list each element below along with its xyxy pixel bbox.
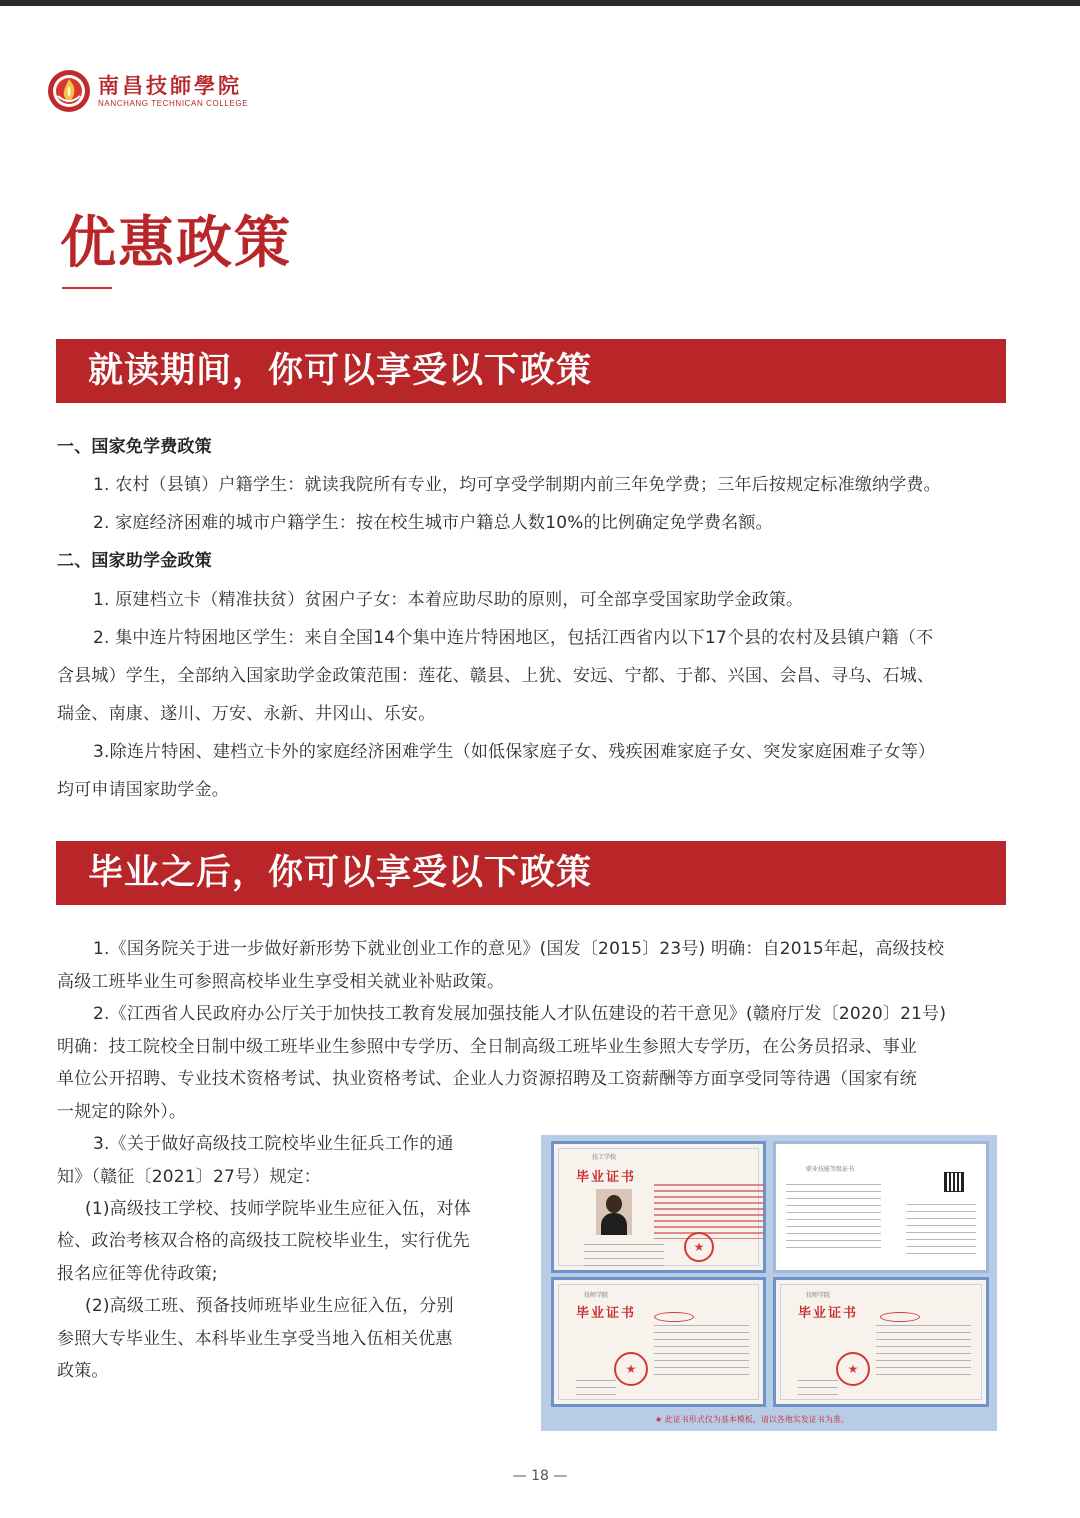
certificate-title: 毕业证书 <box>576 1306 637 1321</box>
policy-line: 含县城）学生，全部纳入国家助学金政策范围：莲花、赣县、上犹、安远、宁都、于都、兴国、会昌、寻乌、石城、 <box>57 666 935 686</box>
policy-line: 瑞金、南康、遂川、万安、永新、井冈山、乐安。 <box>57 704 436 724</box>
certificate-title: 毕业证书 <box>576 1170 637 1185</box>
policy-line: 2. 家庭经济困难的城市户籍学生：按在校生城市户籍总人数10%的比例确定免学费名额。 <box>93 513 773 533</box>
certificate-disclaimer-note: ★ 此证书形式仅为基本模板，请以各地实发证书为准。 <box>655 1415 849 1424</box>
graduation-certificate-sample <box>773 1277 989 1407</box>
policy-line: 政策。 <box>57 1361 109 1381</box>
during-study-banner-text: 就读期间，你可以享受以下政策 <box>88 350 593 391</box>
certificate-school-label: 技工学校 <box>592 1154 617 1161</box>
certificate-school-label: 技师学院 <box>584 1292 609 1299</box>
policy-line: 报名应征等优待政策; <box>57 1264 218 1284</box>
policy-line: (1)高级技工学校、技师学院毕业生应征入伍，对体 <box>85 1199 471 1219</box>
certificate-school-label: 技师学院 <box>806 1292 831 1299</box>
college-logo <box>46 68 248 114</box>
certificate-samples-image <box>541 1135 997 1431</box>
page-number: — 18 — <box>512 1468 568 1484</box>
top-edge-bar <box>0 0 1080 6</box>
certificate-title: 毕业证书 <box>798 1306 859 1321</box>
page-title: 优惠政策 <box>60 210 292 276</box>
certificate-title: 职业技能等级证书 <box>806 1166 855 1173</box>
policy-line: 一规定的除外）。 <box>57 1102 187 1122</box>
official-seal-icon: ★ <box>614 1352 648 1386</box>
college-name-chinese: 南昌技師學院 <box>98 73 242 98</box>
title-underline <box>62 287 112 289</box>
policy-line: 1. 农村（县镇）户籍学生：就读我院所有专业，均可享受学制期内前三年免学费；三年后按规定标准缴纳学费。 <box>93 475 941 495</box>
policy-line: (2)高级工班、预备技师班毕业生应征入伍，分别 <box>85 1296 454 1316</box>
college-emblem-icon <box>46 68 92 114</box>
policy-line: 3.除连片特困、建档立卡外的家庭经济困难学生（如低保家庭子女、残疾困难家庭子女、突发家庭困难子女等） <box>93 742 936 762</box>
policy-line: 1. 原建档立卡（精准扶贫）贫困户子女：本着应助尽助的原则，可全部享受国家助学金政策。 <box>93 590 804 610</box>
policy-line: 单位公开招聘、专业技术资格考试、执业资格考试、企业人力资源招聘及工资薪酬等方面享受同等待遇（国家有统 <box>57 1069 917 1089</box>
graduation-certificate-sample <box>551 1141 766 1273</box>
section-heading-grant: 二、国家助学金政策 <box>57 551 212 571</box>
policy-line: 高级工班毕业生可参照高校毕业生享受相关就业补贴政策。 <box>57 972 505 992</box>
policy-line: 均可申请国家助学金。 <box>57 780 229 800</box>
policy-line: 检、政治考核双合格的高级技工院校毕业生，实行优先 <box>57 1231 470 1251</box>
during-study-banner <box>56 339 1006 403</box>
qr-code-icon <box>944 1172 964 1192</box>
graduation-certificate-sample <box>551 1277 766 1407</box>
after-graduation-banner-text: 毕业之后，你可以享受以下政策 <box>88 852 593 893</box>
policy-line: 知》（赣征〔2021〕27号）规定： <box>57 1167 321 1187</box>
official-seal-icon: ★ <box>684 1232 714 1262</box>
skill-level-certificate-sample <box>773 1141 989 1273</box>
student-photo <box>596 1189 632 1235</box>
policy-line: 明确：技工院校全日制中级工班毕业生参照中专学历、全日制高级工班毕业生参照大专学历，在公务员招录、事业 <box>57 1037 917 1057</box>
policy-line: 2.《江西省人民政府办公厅关于加快技工教育发展加强技能人才队伍建设的若干意见》(赣府厅发〔2020〕21号) <box>93 1004 947 1024</box>
official-seal-icon: ★ <box>836 1352 870 1386</box>
after-graduation-banner <box>56 841 1006 905</box>
policy-line: 参照大专毕业生、本科毕业生享受当地入伍相关优惠 <box>57 1329 453 1349</box>
policy-line: 2. 集中连片特困地区学生：来自全国14个集中连片特困地区，包括江西省内以下17个县的农村及县镇户籍（不 <box>93 628 934 648</box>
policy-line: 3.《关于做好高级技工院校毕业生征兵工作的通 <box>93 1134 454 1154</box>
certificate-text-block <box>654 1184 764 1239</box>
college-name-english: NANCHANG TECHNICAN COLLEGE <box>98 99 249 108</box>
policy-line: 1.《国务院关于进一步做好新形势下就业创业工作的意见》(国发〔2015〕23号) 明确：自2015年起，高级技校 <box>93 939 945 959</box>
section-heading-tuition-free: 一、国家免学费政策 <box>57 437 212 457</box>
